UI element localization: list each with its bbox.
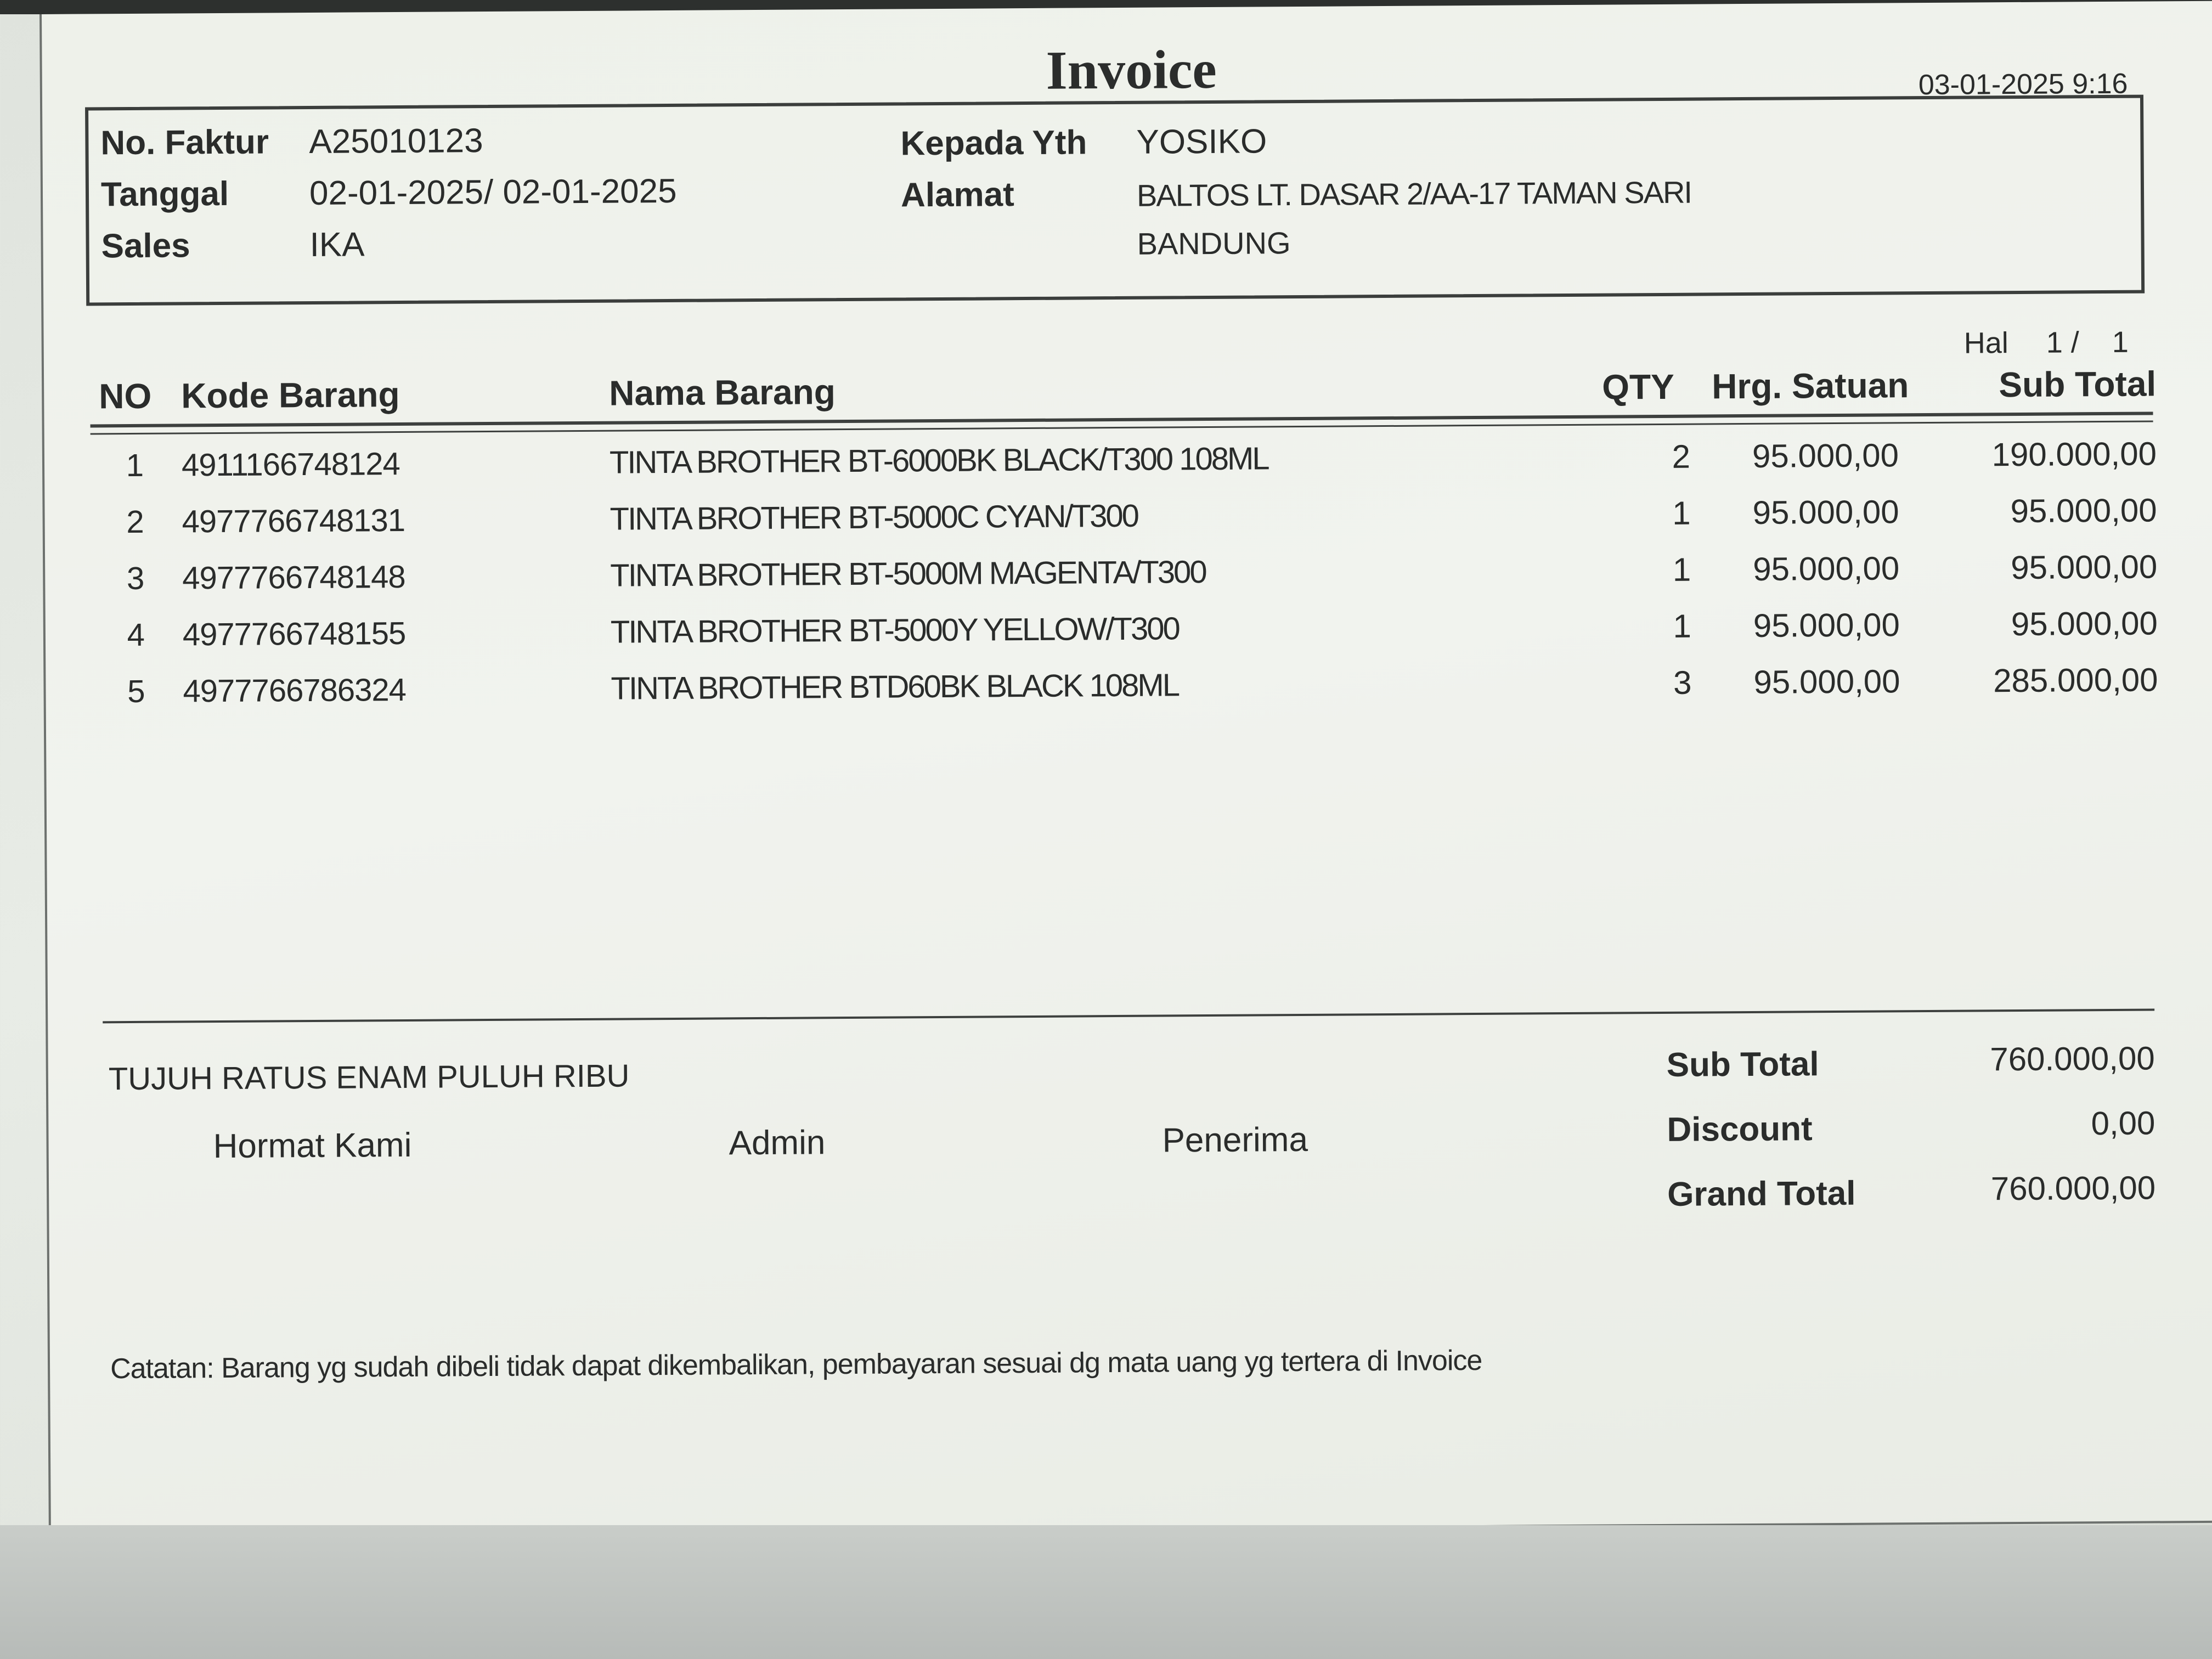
row-kode: 4977766748155 xyxy=(182,615,406,653)
screen-bottom-edge xyxy=(0,1525,2212,1659)
invoice-title: Invoice xyxy=(1046,38,1217,101)
row-subtotal: 95.000,00 xyxy=(2011,605,2158,643)
row-harga: 95.000,00 xyxy=(1752,493,1899,531)
row-subtotal: 95.000,00 xyxy=(2010,492,2157,530)
totals-rule xyxy=(103,1008,2154,1023)
row-harga: 95.000,00 xyxy=(1753,663,1900,701)
hal-value: 1 / 1 xyxy=(2046,325,2129,359)
row-kode: 4977766748148 xyxy=(182,558,405,596)
row-kode: 4977766786324 xyxy=(183,672,407,709)
kepada-label: Kepada Yth xyxy=(900,123,1087,163)
row-nama: TINTA BROTHER BT-6000BK BLACK/T300 108ML xyxy=(609,441,1268,481)
row-subtotal: 190.000,00 xyxy=(1991,435,2157,473)
invoice-page xyxy=(40,1,2212,1536)
alamat-label: Alamat xyxy=(900,176,1015,215)
no-faktur-value: A25010123 xyxy=(309,122,483,161)
row-no: 2 xyxy=(126,504,144,540)
row-subtotal: 285.000,00 xyxy=(1993,661,2158,699)
no-faktur-label: No. Faktur xyxy=(100,123,269,162)
subtotal-value: 760.000,00 xyxy=(1990,1040,2155,1078)
row-qty: 3 xyxy=(1673,664,1692,701)
header-kode: Kode Barang xyxy=(181,375,400,416)
terbilang-text: TUJUH RATUS ENAM PULUH RIBU xyxy=(108,1058,630,1097)
row-kode: 4911166748124 xyxy=(181,446,400,483)
row-kode: 4977766748131 xyxy=(182,502,405,540)
penerima-label: Penerima xyxy=(1162,1120,1308,1160)
row-qty: 1 xyxy=(1672,494,1691,532)
subtotal-label: Sub Total xyxy=(1666,1045,1819,1084)
row-no: 1 xyxy=(126,447,144,484)
sales-value: IKA xyxy=(309,225,365,264)
row-qty: 1 xyxy=(1672,551,1691,588)
header-nama: Nama Barang xyxy=(609,372,836,413)
row-no: 3 xyxy=(126,560,144,597)
alamat-line1: BALTOS LT. DASAR 2/AA-17 TAMAN SARI xyxy=(1136,174,1692,213)
row-no: 4 xyxy=(127,617,145,653)
catatan-note: Catatan: Barang yg sudah dibeli tidak dapat dikembalikan, pembayaran sesuai dg mata uang yg tertera di Invoice xyxy=(110,1344,1482,1385)
header-qty: QTY xyxy=(1601,366,1674,407)
row-harga: 95.000,00 xyxy=(1753,550,1900,588)
tanggal-label: Tanggal xyxy=(100,174,229,214)
header-harga: Hrg. Satuan xyxy=(1711,365,1909,407)
row-nama: TINTA BROTHER BT-5000Y YELLOW/T300 xyxy=(610,611,1179,650)
grand-total-value: 760.000,00 xyxy=(1990,1169,2156,1207)
row-nama: TINTA BROTHER BTD60BK BLACK 108ML xyxy=(611,667,1179,707)
row-harga: 95.000,00 xyxy=(1752,437,1899,475)
alamat-line2: BANDUNG xyxy=(1137,225,1291,261)
row-harga: 95.000,00 xyxy=(1753,606,1900,644)
header-subtotal: Sub Total xyxy=(1999,364,2157,405)
row-nama: TINTA BROTHER BT-5000M MAGENTA/T300 xyxy=(610,554,1206,594)
row-qty: 2 xyxy=(1672,438,1691,475)
grand-total-label: Grand Total xyxy=(1667,1174,1856,1214)
row-qty: 1 xyxy=(1673,607,1692,645)
kepada-value: YOSIKO xyxy=(1136,122,1267,161)
admin-label: Admin xyxy=(729,1124,826,1163)
hormat-kami-label: Hormat Kami xyxy=(213,1126,412,1166)
sales-label: Sales xyxy=(101,227,190,266)
discount-label: Discount xyxy=(1667,1110,1813,1149)
discount-value: 0,00 xyxy=(2091,1104,2155,1142)
row-nama: TINTA BROTHER BT-5000C CYAN/T300 xyxy=(610,498,1138,537)
invoice-info-box xyxy=(85,95,2145,306)
tanggal-due-value: / 02-01-2025 xyxy=(483,172,677,212)
hal-label: Hal xyxy=(1963,326,2008,360)
header-no: NO xyxy=(99,376,152,416)
row-subtotal: 95.000,00 xyxy=(2011,548,2158,586)
printed-datetime: 03-01-2025 9:16 xyxy=(1918,67,2128,101)
row-no: 5 xyxy=(127,673,145,710)
tanggal-value: 02-01-2025 xyxy=(309,173,484,212)
